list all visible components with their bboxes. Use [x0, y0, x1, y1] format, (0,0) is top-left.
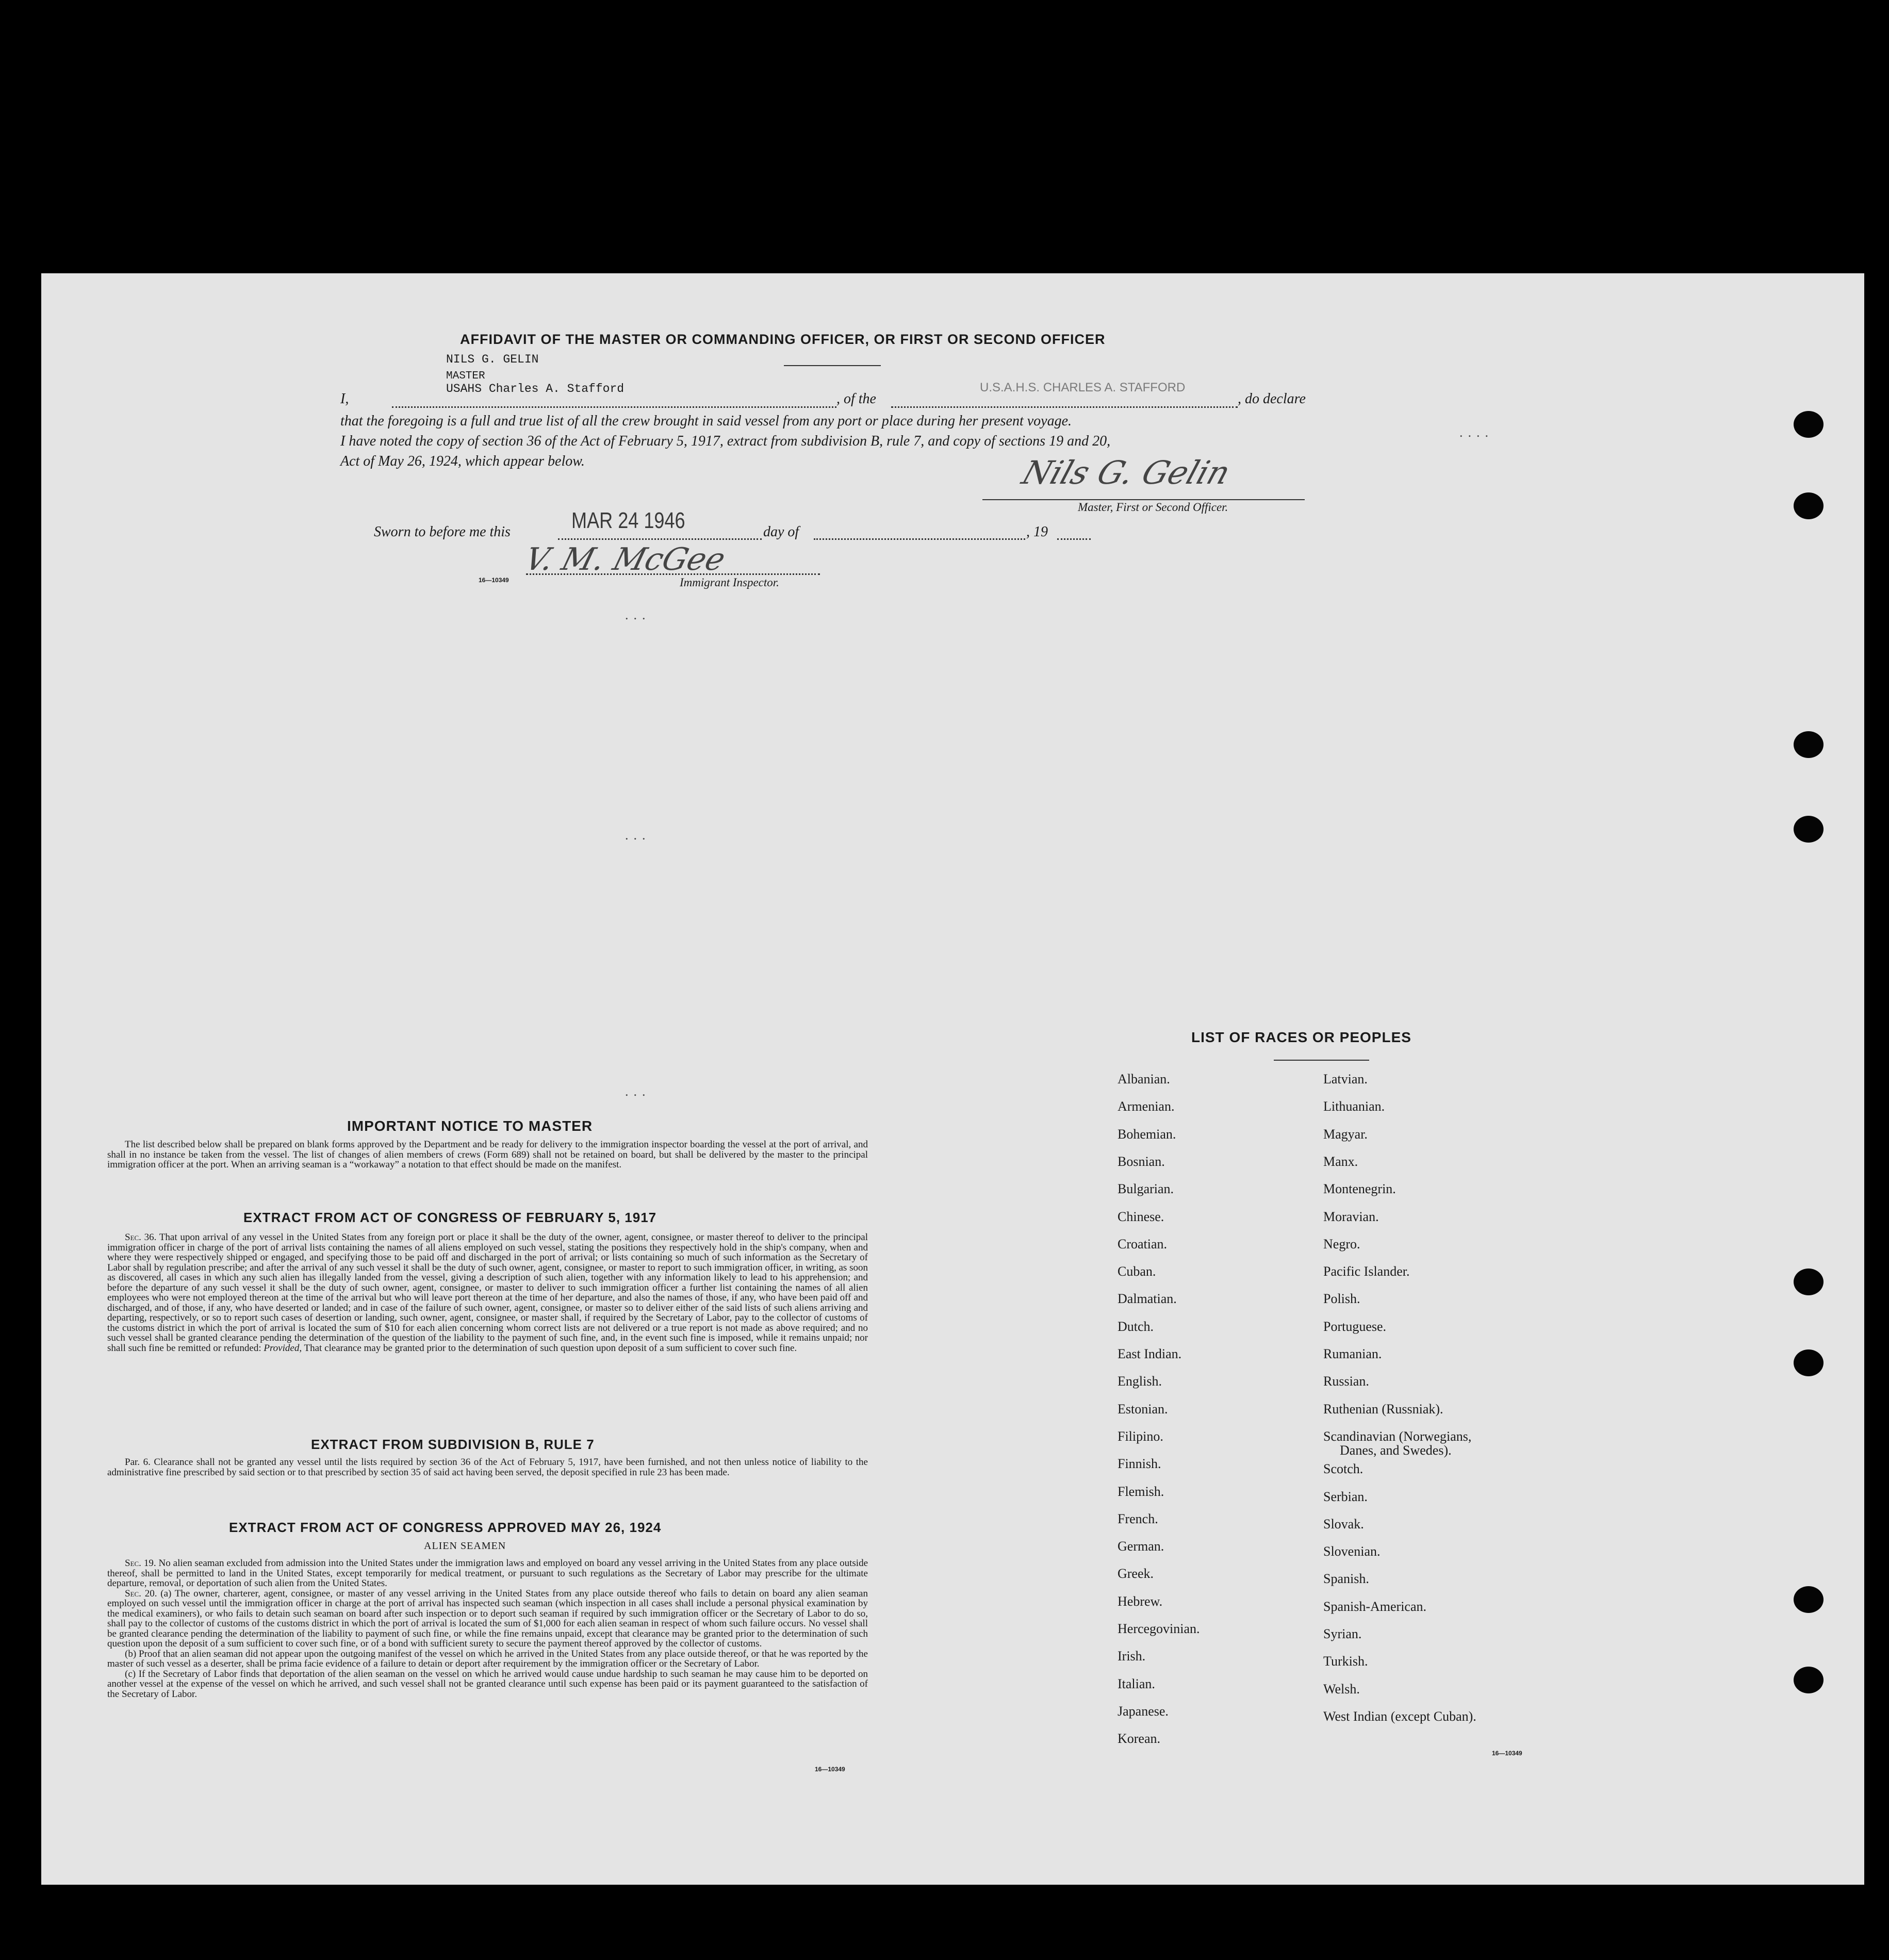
- binder-hole: [1794, 816, 1824, 843]
- sec-36-label: Sec. 36.: [125, 1232, 157, 1243]
- race-item: Albanian.: [1118, 1072, 1170, 1086]
- do-declare-label: , do declare: [1238, 391, 1306, 407]
- binder-hole: [1794, 1269, 1824, 1295]
- inspector-signature-line: [526, 573, 820, 575]
- notice-body: [107, 1140, 868, 1170]
- race-item: Irish.: [1118, 1649, 1146, 1664]
- race-item: Latvian.: [1323, 1072, 1368, 1086]
- race-item: East Indian.: [1118, 1346, 1182, 1361]
- sec-20c-text: (c) If the Secretary of Labor finds that deportation of the alien seaman on the vessel on which he arrived would cause undue hardship to such seaman he may cause him to be deported on another vessel at the expense of the vessel on which he arrived, and such vessel shall not be granted clearance until such expense has been paid or its payment guaranteed to the satisfaction of the Secretary of Labor.: [107, 1668, 868, 1700]
- race-item: Croatian.: [1118, 1236, 1168, 1251]
- vessel-blank: [891, 406, 1238, 408]
- affidavit-title: AFFIDAVIT OF THE MASTER OR COMMANDING OFFICER, OR FIRST OR SECOND OFFICER: [460, 332, 1106, 347]
- of-the-label: , of the: [836, 391, 876, 407]
- sworn-date-stamp: MAR 24 1946: [571, 508, 685, 533]
- race-item: Armenian.: [1118, 1099, 1175, 1114]
- race-item: German.: [1118, 1539, 1164, 1554]
- races-title: LIST OF RACES OR PEOPLES: [1191, 1029, 1411, 1045]
- declaration-line-3: Act of May 26, 1924, which appear below.: [340, 453, 585, 469]
- race-item: Slovenian.: [1323, 1544, 1381, 1559]
- day-of-label: day of: [763, 524, 799, 540]
- race-item: Greek.: [1118, 1566, 1154, 1582]
- race-item: Korean.: [1118, 1731, 1161, 1747]
- binder-hole: [1794, 411, 1824, 438]
- race-item: Moravian.: [1323, 1209, 1379, 1224]
- race-item: Spanish-American.: [1323, 1599, 1427, 1614]
- race-item: Slovak.: [1323, 1516, 1364, 1531]
- race-item: Manx.: [1323, 1154, 1358, 1169]
- race-item: Ruthenian (Russniak).: [1323, 1401, 1443, 1417]
- race-item: Hebrew.: [1118, 1593, 1163, 1609]
- race-item: Turkish.: [1323, 1654, 1368, 1669]
- notice-title: IMPORTANT NOTICE TO MASTER: [347, 1118, 593, 1134]
- race-item: Spanish.: [1323, 1571, 1369, 1587]
- extract-1917-title: EXTRACT FROM ACT OF CONGRESS OF FEBRUARY 5, 1917: [243, 1210, 657, 1225]
- proviso-text: That clearance may be granted prior to the determination of such question upon deposit of a sum sufficient to cover such fine.: [304, 1342, 797, 1354]
- name-blank: [392, 406, 836, 408]
- race-item: Syrian.: [1323, 1626, 1362, 1641]
- race-item: Flemish.: [1118, 1484, 1164, 1499]
- sworn-label: Sworn to before me this: [374, 524, 511, 540]
- race-item: Rumanian.: [1323, 1346, 1382, 1361]
- race-item: Japanese.: [1118, 1703, 1169, 1719]
- inspector-caption: Immigrant Inspector.: [680, 576, 779, 589]
- year-blank: [1057, 538, 1091, 540]
- race-item: Negro.: [1323, 1236, 1360, 1251]
- extract-1917-body: [107, 1232, 868, 1353]
- race-item: English.: [1118, 1374, 1162, 1389]
- month-blank: [814, 538, 1025, 540]
- race-item: Bohemian.: [1118, 1126, 1176, 1142]
- race-item: Magyar.: [1323, 1126, 1368, 1142]
- race-item: Italian.: [1118, 1676, 1155, 1691]
- extract-rule7-title: EXTRACT FROM SUBDIVISION B, RULE 7: [311, 1437, 595, 1452]
- notice-text: The list described below shall be prepared on blank forms approved by the Department and be ready for delivery to the immigration inspector boarding the vessel at the port of arrival, and shall in no instance be taken from the vessel. The list of changes of alien members of crews (Form 689) shall not be retained on board, but shall be delivered by the master to the principal immigration officer at the port. When an arriving seaman is a “workaway” a notation to that effect should be made on the manifest.: [107, 1139, 868, 1170]
- race-item: West Indian (except Cuban).: [1323, 1708, 1476, 1724]
- leader-dots: ...: [625, 828, 651, 843]
- typed-master-rank: MASTER: [446, 370, 485, 382]
- inspector-signature: V. M. McGee: [521, 541, 729, 578]
- rule7-text: Par. 6. Clearance shall not be granted any vessel until the lists required by section 36 of the Act of February 5, 1917, have been furnished, and not then unless notice of liability to the administrative fine prescribed by said section or to that prescribed by section 35 of said act having been served, the deposit specified in rule 23 has been made.: [107, 1457, 868, 1478]
- leader-dots: ....: [1459, 425, 1493, 440]
- race-item: Chinese.: [1118, 1209, 1164, 1224]
- title-rule: [784, 365, 881, 366]
- race-item: Bosnian.: [1118, 1154, 1165, 1169]
- form-number: 16—10349: [479, 577, 509, 584]
- proviso-label: Provided,: [264, 1342, 302, 1354]
- master-signature-line: [982, 499, 1305, 500]
- declaration-line-1: that the foregoing is a full and true list of all the crew brought in said vessel from any port or place during her present voyage.: [340, 413, 1072, 429]
- race-item: Estonian.: [1118, 1401, 1168, 1417]
- binder-hole: [1794, 1667, 1824, 1693]
- race-item: Welsh.: [1323, 1681, 1360, 1697]
- typed-master-name: NILS G. GELIN: [446, 353, 539, 366]
- binder-hole: [1794, 1586, 1824, 1613]
- vessel-stamp: U.S.A.H.S. CHARLES A. STAFFORD: [980, 381, 1186, 394]
- binder-hole: [1794, 492, 1824, 519]
- race-item: Scotch.: [1323, 1461, 1364, 1477]
- race-item: Danes, and Swedes).: [1340, 1442, 1452, 1458]
- race-item: French.: [1118, 1511, 1158, 1526]
- form-number: 16—10349: [815, 1766, 845, 1773]
- master-caption: Master, First or Second Officer.: [1078, 501, 1228, 514]
- alien-seamen-subtitle: ALIEN SEAMEN: [424, 1540, 506, 1552]
- master-signature: Nils G. Gelin: [1017, 454, 1235, 491]
- race-item: Dalmatian.: [1118, 1291, 1177, 1307]
- sec-20b-text: (b) Proof that an alien seaman did not appear upon the outgoing manifest of the vessel on which he arrived in the United States from any place outside thereof, or that he was reported by the master of such vessel as a deserter, shall be prima facie evidence of a failure to detain or deport after requirement by the immigration officer or the Secretary of Labor.: [107, 1648, 868, 1669]
- race-item: Montenegrin.: [1323, 1181, 1396, 1197]
- race-item: Bulgarian.: [1118, 1181, 1174, 1197]
- race-item: Lithuanian.: [1323, 1099, 1385, 1114]
- race-item: Serbian.: [1323, 1489, 1368, 1504]
- sec-20a-text: (a) The owner, charterer, agent, consignee, or master of any vessel arriving in the United States from any place outside thereof who fails to detain on board any alien seaman employed on such vessel until the immigration officer in charge at the port of arrival has inspected such seaman (which inspection in all cases shall include a personal physical examination by the medical examiners), or who fails to detain such seaman on board after such inspection or to deport such seaman if required by such immigration officer or the Secretary of Labor to do so, shall pay to the collector of customs of the customs district in which the port of arrival is located the sum of $1,000 for each alien seaman in respect of whom such failure occurs. No vessel shall be granted clearance pending the determination of the liability to payment of such fine, or while the fine remains unpaid, except that clearance may be granted prior to the determination of such question upon the deposit of a sum sufficient to cover such fine, or of a bond with sufficient surety to secure the payment thereof approved by the collector of customs.: [107, 1588, 868, 1649]
- sec-20-label: Sec. 20.: [125, 1588, 157, 1599]
- sec-19-text: No alien seaman excluded from admission into the United States under the immigration laws and employed on board any vessel arriving in the United States from any place outside thereof, shall be permitted to land in the United States, except temporarily for medical treatment, or pursuant to such regulations as the Secretary of Labor may prescribe for the ultimate departure, removal, or deportation of such alien from the United States.: [107, 1558, 868, 1589]
- leader-dots: ...: [625, 1084, 651, 1099]
- form-number: 16—10349: [1492, 1750, 1522, 1757]
- extract-rule7-body: [107, 1457, 868, 1477]
- binder-hole: [1794, 1349, 1824, 1376]
- race-item: Dutch.: [1118, 1319, 1154, 1334]
- race-item: Finnish.: [1118, 1456, 1161, 1472]
- race-item: Polish.: [1323, 1291, 1360, 1307]
- typed-vessel-name: USAHS Charles A. Stafford: [446, 382, 625, 396]
- race-item: Russian.: [1323, 1374, 1369, 1389]
- binder-hole: [1794, 731, 1824, 758]
- race-item: Scandinavian (Norwegians,: [1323, 1428, 1472, 1444]
- year-label: , 19: [1026, 524, 1048, 540]
- declaration-line-2: I have noted the copy of section 36 of the Act of February 5, 1917, extract from subdivision B, rule 7, and copy of sections 19 and 20,: [340, 433, 1111, 449]
- race-item: Filipino.: [1118, 1428, 1163, 1444]
- race-item: Hercegovinian.: [1118, 1621, 1200, 1636]
- races-rule: [1274, 1060, 1369, 1061]
- i-label: I,: [340, 391, 349, 407]
- extract-1924-title: EXTRACT FROM ACT OF CONGRESS APPROVED MAY 26, 1924: [229, 1520, 662, 1535]
- leader-dots: ...: [625, 607, 651, 622]
- race-item: Cuban.: [1118, 1264, 1156, 1279]
- sworn-date-blank: [558, 538, 762, 540]
- sec-19-label: Sec. 19.: [125, 1558, 156, 1569]
- sec-36-text: That upon arrival of any vessel in the United States from any foreign port or place it shall be the duty of the owner, agent, consignee, or master thereof to deliver to the principal immigration officer in charge of the port of arrival lists containing the names of all aliens employed on such vessel, stating the positions they respectively hold in the ship's company, when and where they were respectively shipped or engaged, and specifying those to be paid off and discharged in the port of arrival; or lists containing so much of such information as the Secretary of Labor shall by regulation prescribe; and after the arrival of any such vessel it shall be the duty of such owner, agent, consignee, or master to report to such immigration officer, in writing, as soon as discovered, all cases in which any such alien has illegally landed from the vessel, giving a description of such alien, together with any information likely to lead to his apprehension; and before the departure of any such vessel it shall be the duty of such owner, agent, consignee, or master to deliver to such immigration officer a further list containing the names of all alien employees who were not employed thereon at the time of the arrival but who will leave port thereon at the time of her departure, and also the names of those, if any, who have been paid off and discharged, and of those, if any, who have deserted or landed; and in case of the failure of such owner, agent, consignee, or master so to deliver either of the said lists of such aliens arriving and departing, respectively, or so to report such cases of desertion or landing, such owner, agent, consignee, or master shall, if required by the Secretary of Labor, pay to the collector of customs of the customs district in which the port of arrival is located the sum of $10 for each alien concerning whom correct lists are not delivered or a true report is not made as above required; and no such vessel shall be granted clearance pending the determination of the question of the liability to the payment of such fine, and, in the event such fine is imposed, while it remains unpaid; nor shall such fine be remitted or refunded:: [107, 1232, 868, 1354]
- race-item: Portuguese.: [1323, 1319, 1387, 1334]
- extract-1924-body: [107, 1558, 868, 1699]
- race-item: Pacific Islander.: [1323, 1264, 1410, 1279]
